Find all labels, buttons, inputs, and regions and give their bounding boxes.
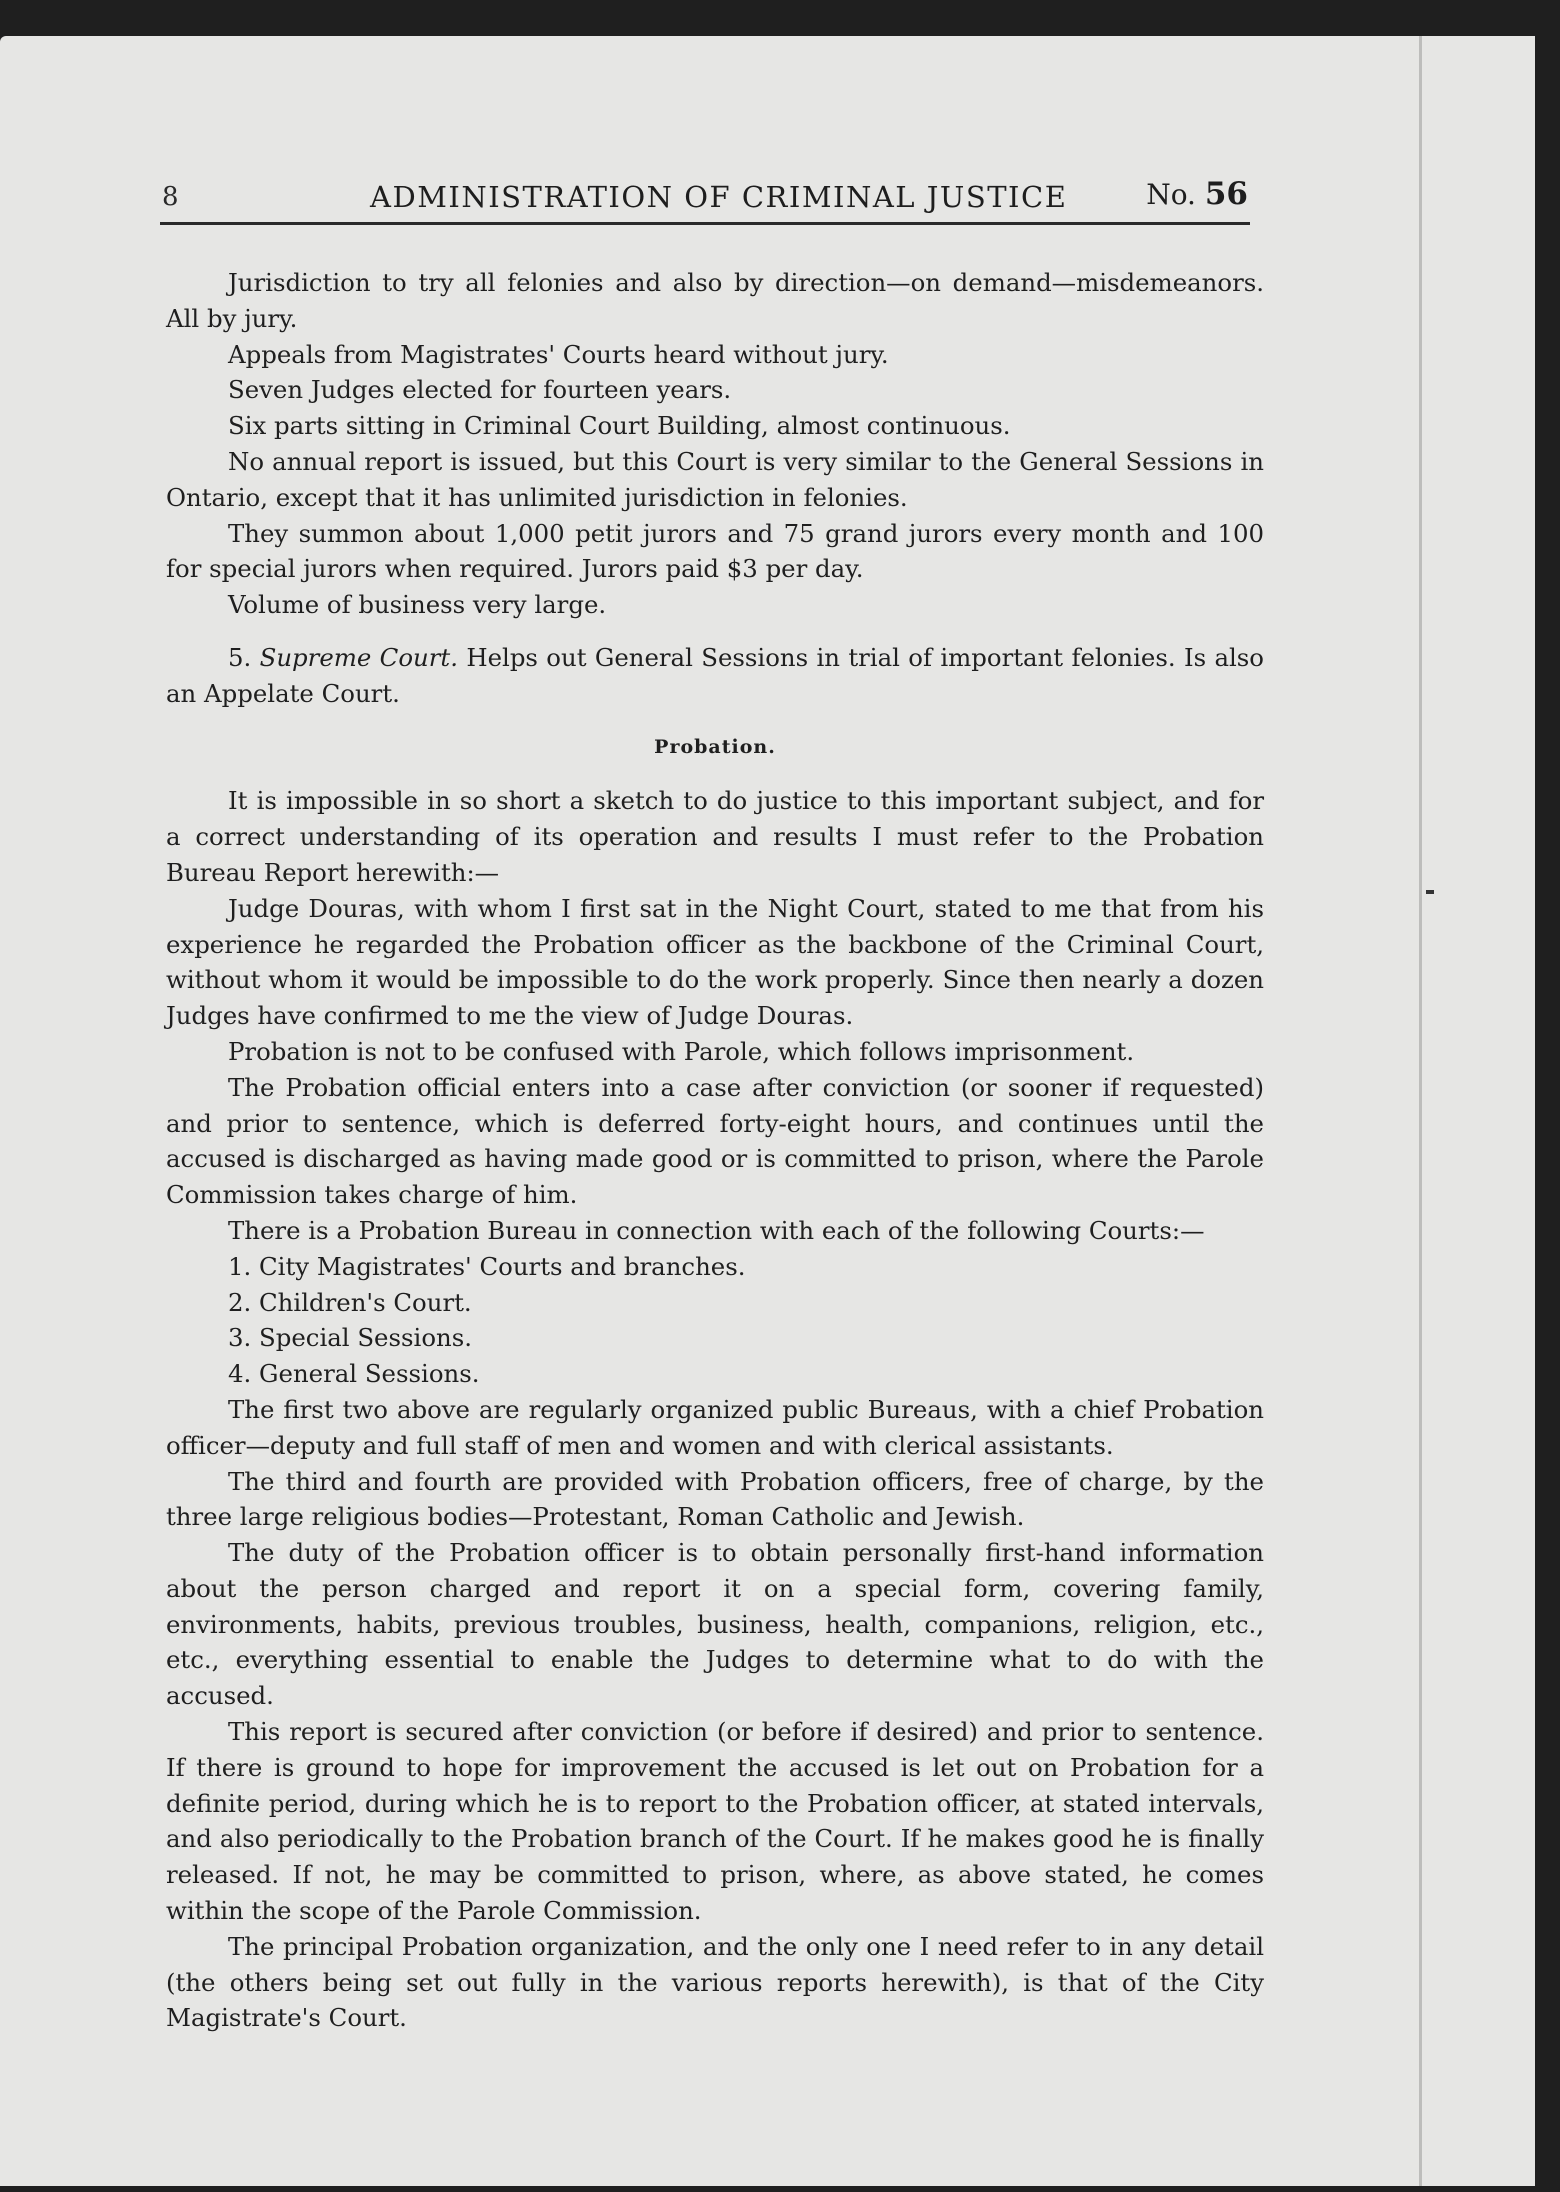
paragraph: Six parts sitting in Criminal Court Building, almost continuous. [228,411,1011,441]
paragraph: Volume of business very large. [228,590,607,620]
running-title: ADMINISTRATION OF CRIMINAL JUSTICE [370,180,1068,214]
paragraph: Jurisdiction to try all felonies and also by direction—on demand—misdemeanors. All by jury. [166,268,1264,333]
paragraph: The first two above are regularly organized public Bureaus, with a chief Probation officer—deputy and full staff of men and women and with clerical assistants. [166,1394,1264,1460]
paragraph: Seven Judges elected for fourteen years. [228,375,732,405]
paragraph: There is a Probation Bureau in connection with each of the following Courts:— [228,1215,1205,1245]
paragraph: This report is secured after conviction (or before if desired) and prior to sentence. If there is ground to hope for improvement the accused is let out on Probation for a definite period, during which he is to report to the Probation officer, at stated intervals, and also periodically to the Probation branch of the Court. If he makes good he is finally released. If not, he may be committed to prison, where, as above stated, he comes within the scope of the Parole Commission. [166,1717,1264,1926]
page-number: 8 [162,182,179,212]
paragraph: No annual report is issued, but this Court is very similar to the General Sessions in Ontario, except that it has unlimited jurisdiction in felonies. [166,446,1264,512]
item-number: 5. [228,642,252,672]
running-header [162,176,1248,220]
item-title: Supreme Court. [259,642,458,672]
page-edge-shadow [1419,36,1422,2186]
paragraph: They summon about 1,000 petit jurors and 75 grand jurors every month and 100 for special jurors when required. Jurors paid $3 per day. [166,518,1264,584]
paragraph: Appeals from Magistrates' Courts heard without jury. [228,339,889,369]
page-body [166,265,1264,2036]
list-item: 2. Children's Court. [228,1287,472,1317]
paragraph: The third and fourth are provided with Probation officers, free of charge, by the three large religious bodies—Protestant, Roman Catholic and Jewish. [166,1466,1264,1532]
section-heading: Probation. [654,735,776,758]
margin-mark [1426,890,1434,894]
list-item: 4. General Sessions. [228,1359,480,1389]
paragraph: The Probation official enters into a case after conviction (or sooner if requested) and prior to sentence, which is deferred forty-eight hours, and continues until the accused is discharged as having made good or is committed to prison, where the Parole Commission takes charge of him. [166,1072,1264,1210]
header-rule [160,222,1250,225]
doc-number-value: 56 [1204,176,1248,212]
paragraph: The duty of the Probation officer is to obtain personally first-hand information about the person charged and report it on a special form, covering family, environments, habits, previous troubles, business, health, companions, religion, etc., etc., everything essential to enable the Judges to determine what to do with the accused. [166,1538,1264,1711]
list-item: 3. Special Sessions. [228,1323,472,1353]
item-text: Helps out General Sessions in trial of important felonies. Is also an Appelate Court. [166,642,1264,708]
doc-label: No. [1146,178,1196,211]
paragraph: The principal Probation organization, and the only one I need refer to in any detail (the others being set out fully in the various reports herewith), is that of the City Magistrate's Court. [166,1931,1264,2033]
paragraph: It is impossible in so short a sketch to do justice to this important subject, and for a correct understanding of its operation and results I must refer to the Probation Bureau Report herewith:— [166,786,1264,887]
supreme-court-paragraph [166,640,1264,712]
paragraph: Probation is not to be confused with Parole, which follows imprisonment. [228,1036,1135,1066]
list-item: 1. City Magistrates' Courts and branches. [228,1251,746,1281]
document-number [1146,176,1248,212]
paragraph: Judge Douras, with whom I first sat in the Night Court, stated to me that from his experience he regarded the Probation officer as the backbone of the Criminal Court, without whom it would be impossible to do the work properly. Since then nearly a dozen Judges have confirmed to me the view of Judge Douras. [166,893,1264,1031]
